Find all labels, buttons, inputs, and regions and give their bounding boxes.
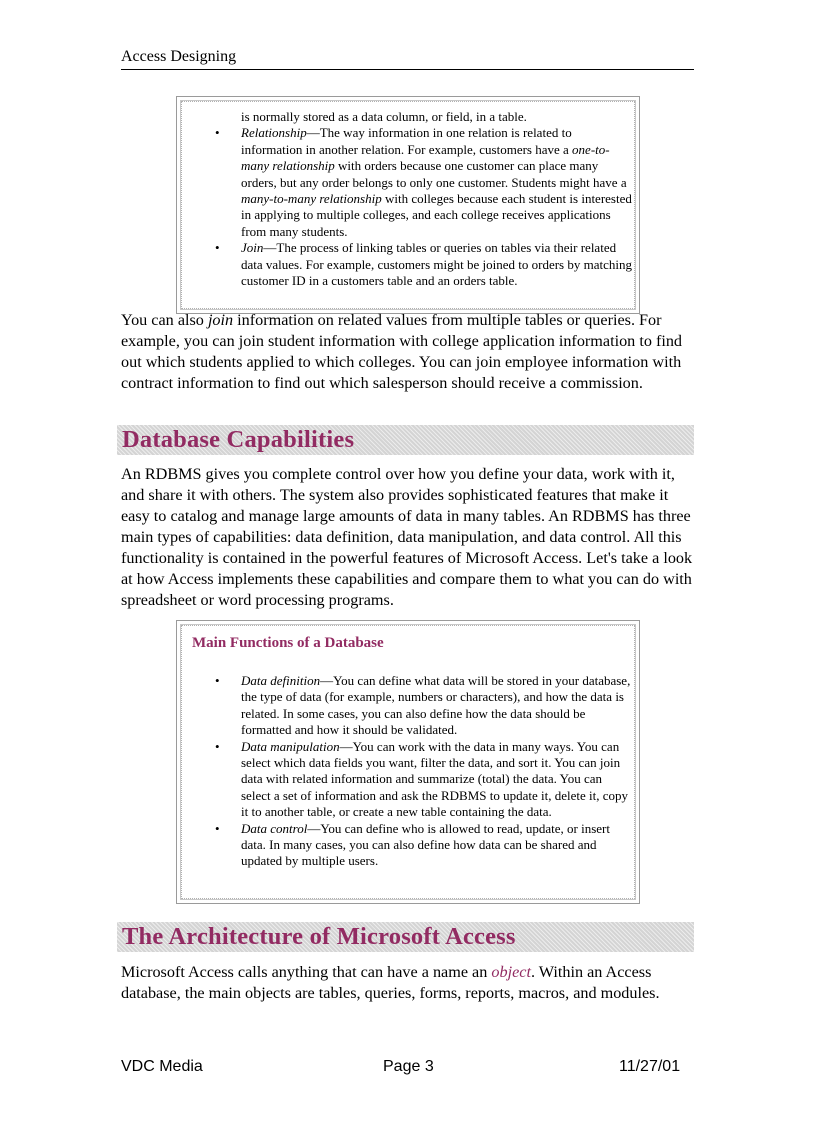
bullet-icon: • <box>215 125 220 141</box>
definitions-box <box>176 96 640 314</box>
list-item: • Data definition—You can define what data will be stored in your database, the type of data (for example, numbers or characters), and how the data is related. In some cases, you can also define how the data should be formatted and how it should be validated. <box>215 673 631 738</box>
header-title: Access Designing <box>121 48 237 65</box>
box-intro-text: is normally stored as a data column, or field, in a table. <box>241 109 527 124</box>
footer-page-number: Page 3 <box>383 1058 434 1075</box>
paragraph-join: You can also join information on related values from multiple tables or queries. For example, you can join student information with college application information to find out which students applied to which colleges. You can join employee information with contract information to find out which salesperson should receive a commission. <box>121 311 683 392</box>
list-item: • Data control—You can define who is allowed to read, update, or insert data. In many cases, you can also define how data can be shared and updated by multiple users. <box>215 820 610 869</box>
bullet-icon: • <box>215 673 220 688</box>
footer-date: 11/27/01 <box>619 1058 681 1075</box>
main-functions-box <box>176 620 640 904</box>
bullet-icon: • <box>215 820 220 836</box>
section-title: The Architecture of Microsoft Access <box>122 923 516 950</box>
section-heading-database-capabilities <box>117 425 694 455</box>
list-item: • Relationship—The way information in one relation is related to information in another relation. For example, customers have a one-to-many relationship with orders because one customer can place many orders, but any order belongs to only one customer. Students might have a many-to-many relationship with colleges because each student is interested in applying to multiple colleges, and each college receives applications from many students. <box>215 125 632 239</box>
footer-publisher: VDC Media <box>121 1058 203 1075</box>
list-item: • Join—The process of linking tables or queries on tables via their related data values. For example, customers might be joined to orders by matching customer ID in a customers table and an orders table. <box>215 240 632 289</box>
paragraph-capabilities: An RDBMS gives you complete control over how you define your data, work with it, and share it with others. The system also provides sophisticated features that make it easy to catalog and manage large amounts of data in many tables. An RDBMS has three main types of capabilities: data definition, data manipulation, and data control. All this functionality is contained in the powerful features of Microsoft Access. Let's take a look at how Access implements these capabilities and compare them to what you can do with spreadsheet or word processing programs. <box>121 465 693 609</box>
box-title: Main Functions of a Database <box>192 635 384 651</box>
page-header <box>121 47 694 70</box>
section-heading-architecture <box>117 922 694 952</box>
section-title: Database Capabilities <box>122 426 355 453</box>
paragraph-objects: Microsoft Access calls anything that can have a name an object. Within an Access database, the main objects are tables, queries, forms, reports, macros, and modules. <box>121 963 660 1002</box>
bullet-icon: • <box>215 738 220 754</box>
list-item: • Data manipulation—You can work with the data in many ways. You can select which data fields you want, filter the data, and sort it. You can join data with related information and summarize (total) the data. You can select a set of information and ask the RDBMS to update it, delete it, copy it to another table, or create a new table containing the data. <box>215 738 629 820</box>
bullet-icon: • <box>215 240 220 256</box>
